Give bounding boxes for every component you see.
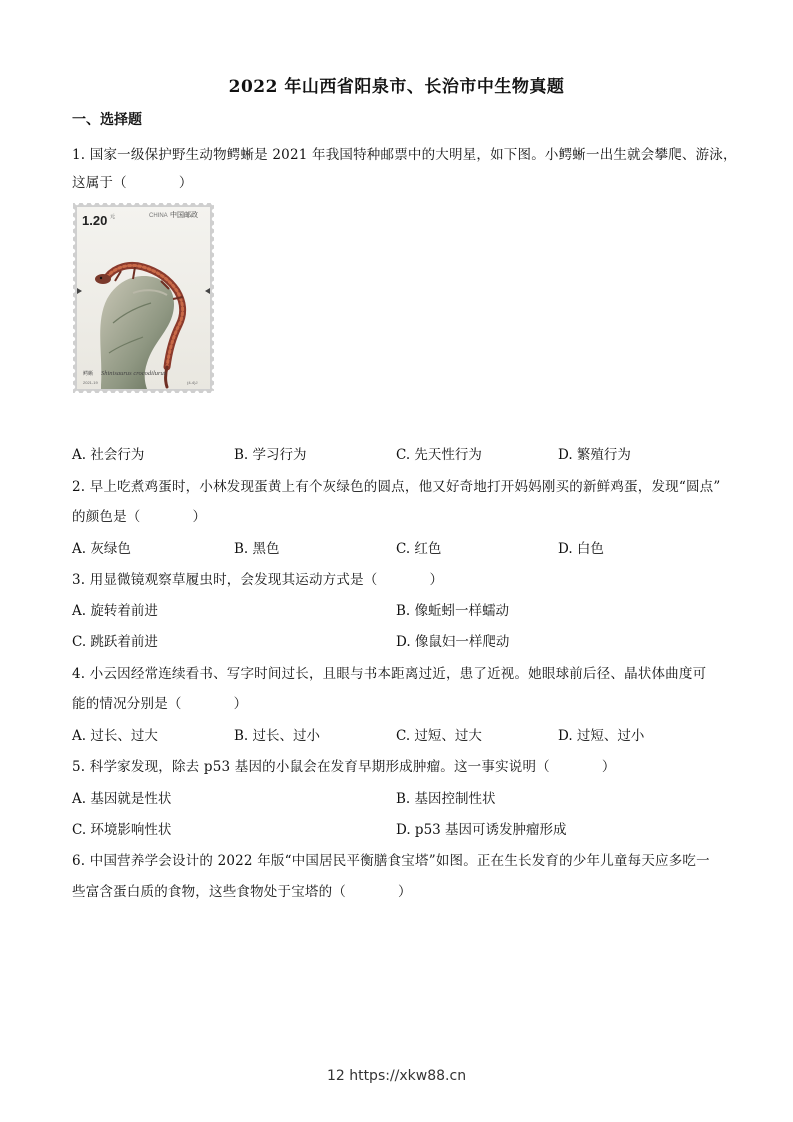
stamp-species-cn: 鳄蜥: [83, 371, 94, 377]
question-1-option-d: D. 繁殖行为: [558, 447, 631, 463]
question-4-stem-end: 能的情况分别是（: [72, 696, 182, 712]
question-2-option-b: B. 黑色: [234, 541, 280, 557]
question-1-line-1: 1. 国家一级保护野生动物鳄蜥是 2021 年我国特种邮票中的大明星，如下图。小鳄蜥一出生就会攀爬、游泳，: [72, 147, 737, 163]
question-5-option-c: C. 环境影响性状: [72, 822, 172, 838]
question-5-stem: 5. 科学家发现，除去 p53 基因的小鼠会在发育早期形成肿瘤。这一事实说明（: [72, 759, 550, 775]
question-3-bracket: ）: [429, 572, 444, 588]
question-4-option-b: B. 过长、过小: [234, 728, 321, 744]
question-4-option-d: D. 过短、过小: [558, 728, 645, 744]
question-2-line-1: 2. 早上吃煮鸡蛋时，小林发现蛋黄上有个灰绿色的圆点，他又好奇地打开妈妈刚买的新鲜鸡蛋，发现“圆点”: [72, 479, 721, 495]
question-2-option-d: D. 白色: [558, 541, 604, 557]
question-2-option-c: C. 红色: [396, 541, 442, 557]
question-1-option-b: B. 学习行为: [234, 447, 307, 463]
stamp-denomination: 1.20: [82, 213, 108, 228]
crocodile-lizard-stamp-image: [73, 203, 214, 393]
stamp-country: CHINA: [149, 213, 168, 219]
question-2-bracket: ）: [192, 509, 207, 525]
question-4-option-a: A. 过长、过大: [72, 728, 158, 744]
question-3-line-1: [72, 568, 443, 588]
question-6-line-2: [72, 880, 412, 900]
question-5-option-b: B. 基因控制性状: [396, 791, 496, 807]
question-1-option-c: C. 先天性行为: [396, 447, 482, 463]
question-3-option-b: B. 像蚯蚓一样蠕动: [396, 603, 510, 619]
question-4-line-2: [72, 692, 247, 712]
question-3-stem: 3. 用显微镜观察草履虫时，会发现其运动方式是（: [72, 572, 378, 588]
question-3-option-c: C. 跳跃着前进: [72, 634, 158, 650]
question-4-option-c: C. 过短、过大: [396, 728, 482, 744]
stamp-serial: 2021-19: [83, 380, 98, 385]
question-1-bracket: ）: [178, 175, 193, 191]
page-footer: 12 https://xkw88.cn: [326, 1068, 467, 1084]
question-3-option-d: D. 像鼠妇一样爬动: [396, 634, 510, 650]
question-5-option-d: D. p53 基因可诱发肿瘤形成: [396, 822, 567, 838]
question-1-line-2: [72, 171, 193, 191]
page-title: 2022 年山西省阳泉市、长治市中生物真题: [228, 77, 565, 97]
question-1-stem-end: 这属于（: [72, 175, 127, 191]
stamp-code: (4-4)J: [187, 380, 198, 385]
section-heading: 一、选择题: [72, 112, 142, 128]
question-2-option-a: A. 灰绿色: [72, 541, 131, 557]
stamp-species-latin: Shinisaurus crocodilurus: [101, 370, 167, 377]
question-5-option-a: A. 基因就是性状: [72, 791, 172, 807]
question-4-bracket: ）: [233, 696, 248, 712]
stamp-post: 中国邮政: [170, 211, 198, 219]
question-3-option-a: A. 旋转着前进: [72, 603, 158, 619]
question-5-bracket: ）: [601, 759, 616, 775]
question-6-line-1: 6. 中国营养学会设计的 2022 年版“中国居民平衡膳食宝塔”如图。正在生长发育的少年儿童每天应多吃一: [72, 853, 710, 869]
question-6-bracket: ）: [398, 884, 412, 900]
stamp-denomination-unit: 元: [110, 214, 116, 220]
question-4-line-1: 4. 小云因经常连续看书、写字时间过长，且眼与书本距离过近，患了近视。她眼球前后径、晶状体曲度可: [72, 666, 707, 682]
question-2-stem-end: 的颜色是（: [72, 509, 141, 525]
question-2-line-2: [72, 505, 206, 525]
question-6-stem-end: 些富含蛋白质的食物，这些食物处于宝塔的（: [72, 884, 346, 900]
question-1-option-a: A. 社会行为: [72, 447, 145, 463]
question-5-line-1: [72, 755, 616, 775]
